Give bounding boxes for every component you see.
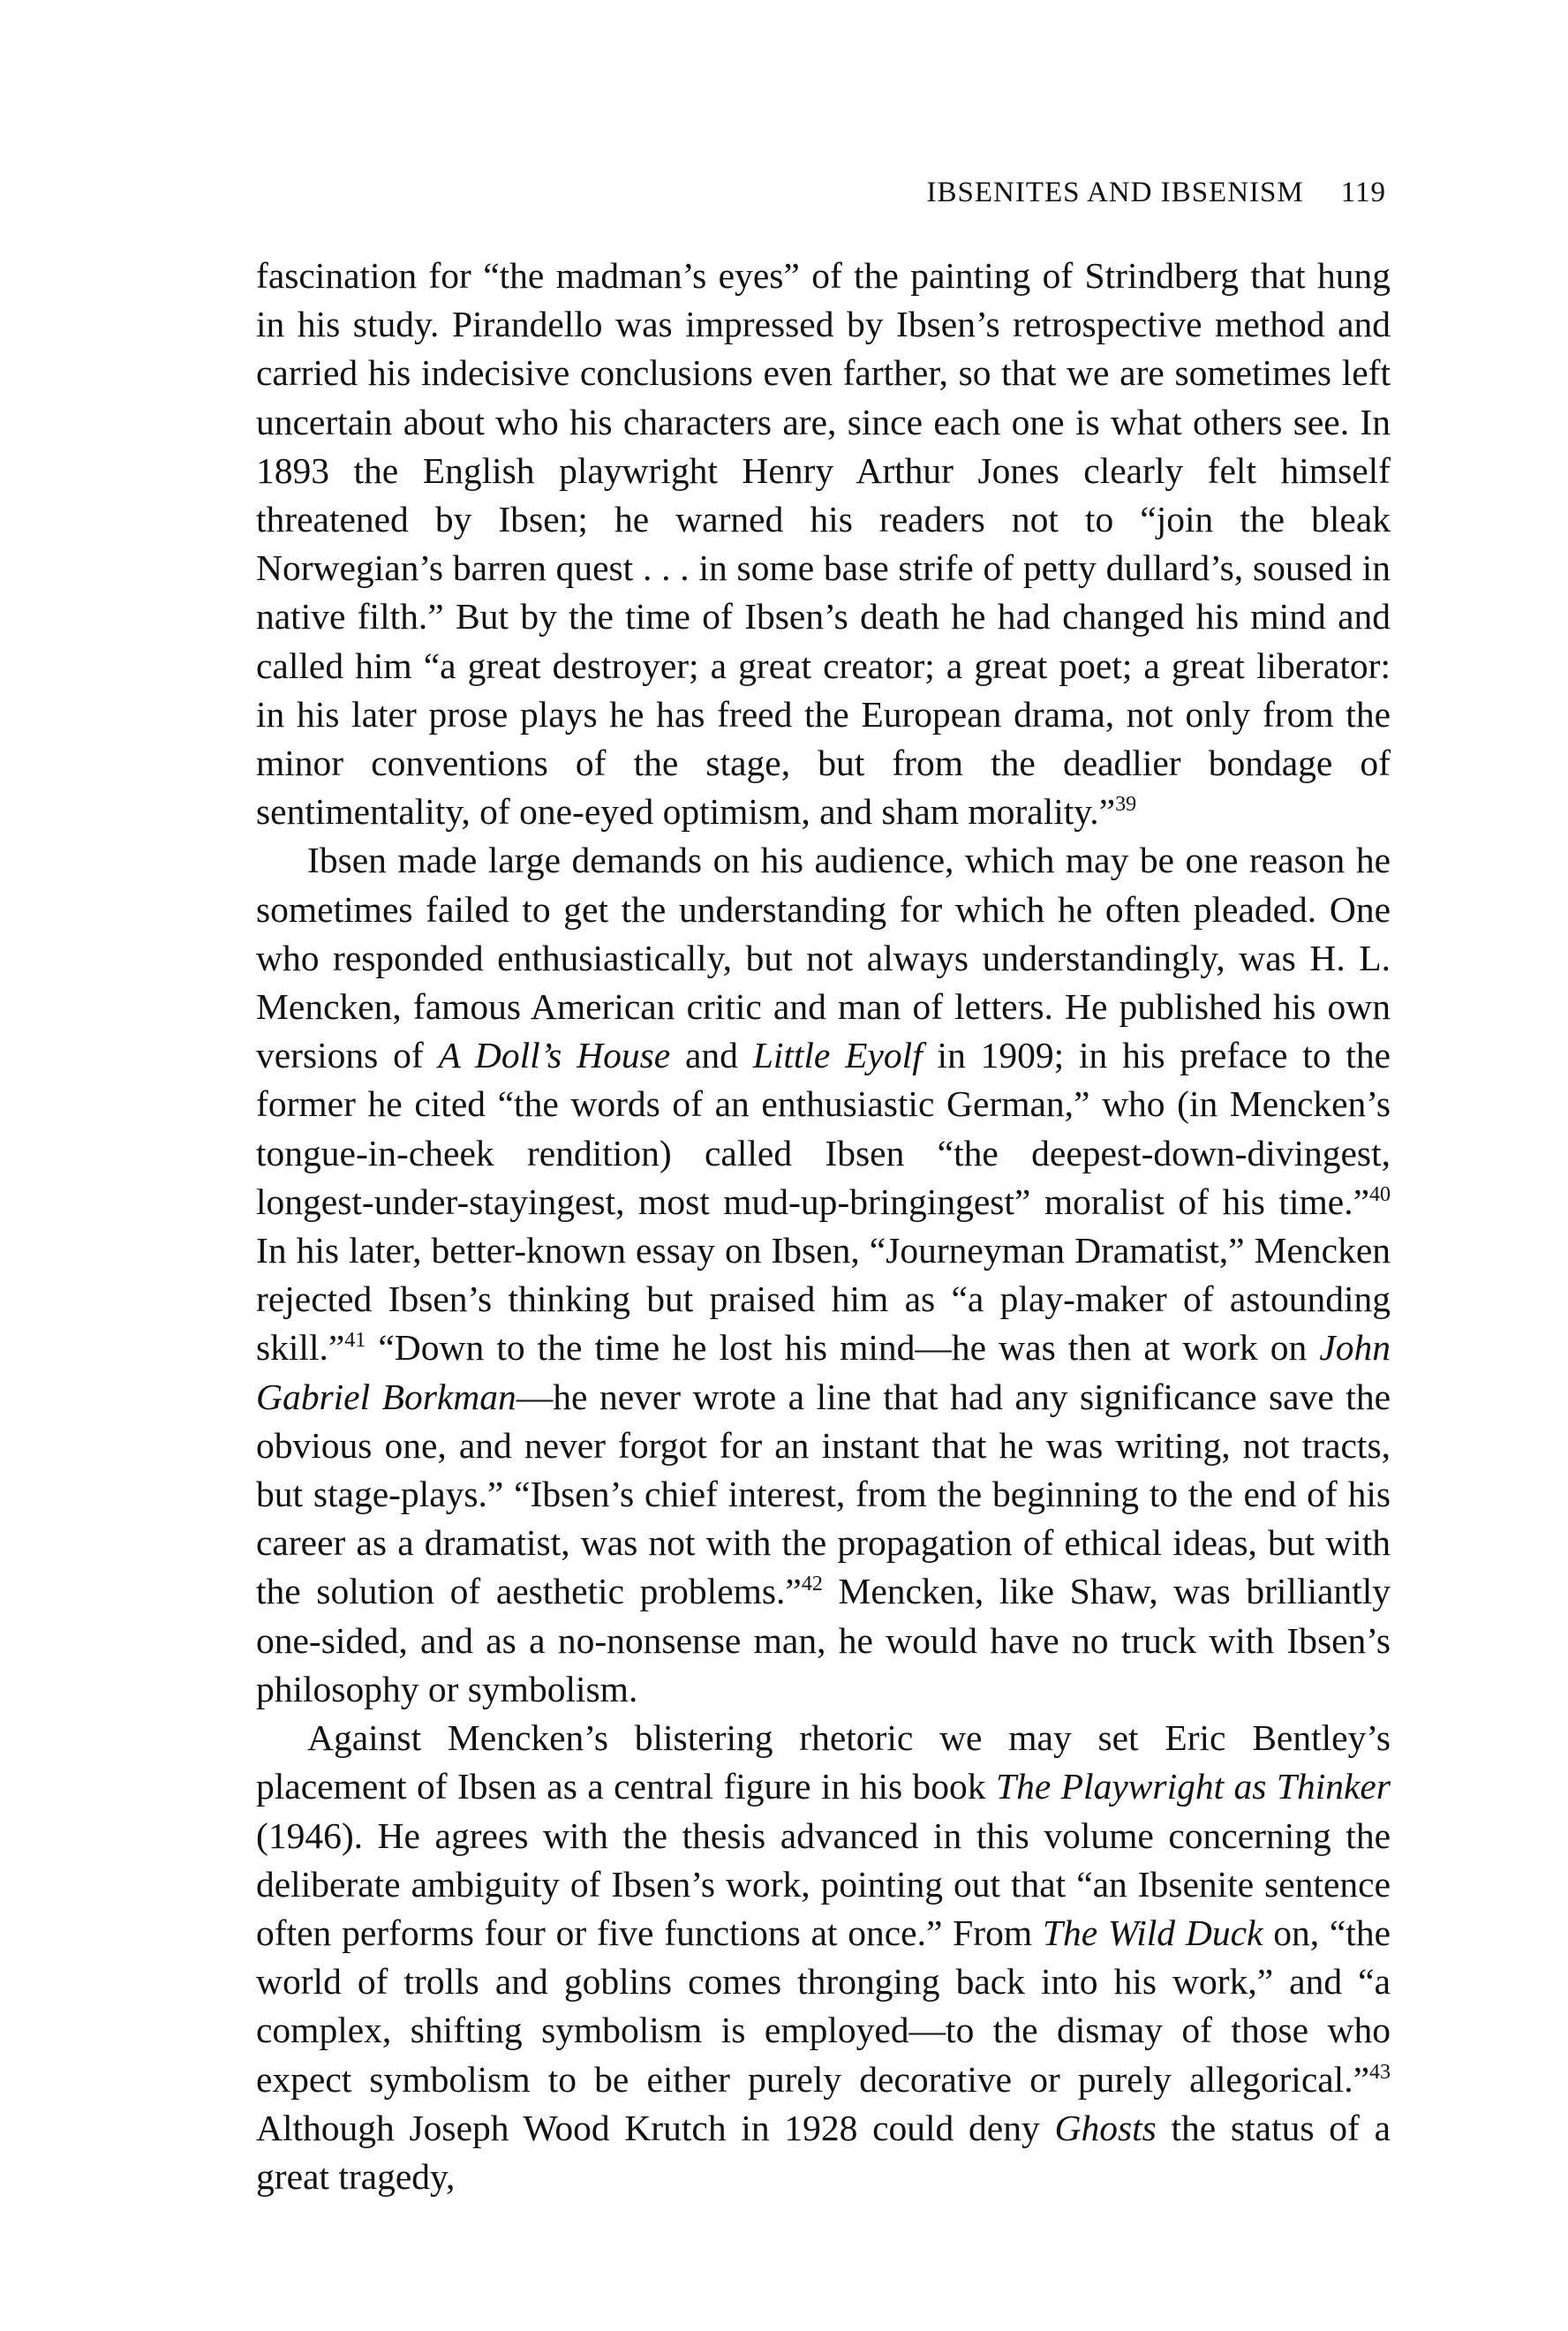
footnote-ref: 43: [1369, 2060, 1391, 2084]
footnote-ref: 40: [1369, 1182, 1391, 1206]
running-head: [256, 177, 1386, 209]
text-run: in 1909; in his preface to the former he cited “the words of an enthusiastic German,” who (in Mencken’s tongue-in-cheek rendition) called Ibsen “the deepest-down-divingest, longest-under-stayingest, most mud-up-bringingest” moralist of his time.”: [256, 1035, 1391, 1222]
text-run: Although Joseph Wood Krutch in 1928 could deny: [256, 2107, 1055, 2148]
text-run: and: [670, 1035, 753, 1076]
italic-title: Ghosts: [1054, 2107, 1157, 2148]
text-run: on, “the world of trolls and goblins comes thronging back into his work,” and “a complex, shifting symbolism is employed—to the dismay of those who expect symbolism to be either purely decorative or purely allegorical.”: [256, 1912, 1391, 2100]
text-run: In his later, better-known essay on Ibsen, “Journeyman Dramatist,” Mencken rejected Ibsen’s thinking but praised him as “a play-maker of astounding skill.”: [256, 1230, 1391, 1369]
body-text: [256, 252, 1391, 2201]
text-run: Against Mencken’s blistering rhetoric we may set Eric Bentley’s placement of Ibsen as a central figure in his book: [256, 1717, 1391, 1807]
italic-title: The Playwright as Thinker: [996, 1766, 1391, 1807]
italic-title: The Wild Duck: [1042, 1912, 1263, 1953]
running-title: IBSENITES AND IBSENISM: [926, 177, 1304, 208]
text-run: the status of a great tragedy,: [256, 2107, 1391, 2197]
text-run: (1946). He agrees with the thesis advanced in this volume concerning the deliberate ambiguity of Ibsen’s work, pointing out that “an Ibsenite sentence often performs four or five functions at once.” From: [256, 1814, 1391, 1953]
page-number: 119: [1340, 177, 1386, 208]
paragraph: [256, 1714, 1391, 2201]
text-run: “Down to the time he lost his mind—he was then at work on: [366, 1327, 1320, 1369]
italic-title: John Gabriel Borkman: [256, 1327, 1391, 1417]
text-run: fascination for “the madman’s eyes” of the painting of Strindberg that hung in his study. Pirandello was impressed by Ibsen’s retrospective method and carried his indecisive conclusions even farther, so that we are sometimes left uncertain about who his characters are, since each one is what others see. In 1893 the English playwright Henry Arthur Jones clearly felt himself threatened by Ibsen; he warned his readers not to “join the bleak Norwegian’s barren quest . . . in some base strife of petty dullard’s, soused in native filth.” But by the time of Ibsen’s death he had changed his mind and called him “a great destroyer; a great creator; a great poet; a great liberator: in his later prose plays he has freed the European drama, not only from the minor conventions of the stage, but from the deadlier bondage of sentimentality, of one-eyed optimism, and sham morality.”: [256, 255, 1391, 833]
footnote-ref: 41: [344, 1329, 366, 1353]
paragraph: [256, 252, 1391, 836]
italic-title: Little Eyolf: [752, 1035, 923, 1076]
text-run: Ibsen made large demands on his audience, which may be one reason he sometimes failed to get the understanding for which he often pleaded. One who responded enthusiastically, but not always understandingly, was H. L. Mencken, famous American critic and man of letters. He published his own versions of: [256, 840, 1391, 1076]
text-run: Mencken, like Shaw, was brilliantly one-sided, and as a no-nonsense man, he would have no truck with Ibsen’s philosophy or symbolism.: [256, 1571, 1391, 1709]
italic-title: A Doll’s House: [438, 1035, 671, 1076]
paragraph: [256, 836, 1391, 1714]
text-run: —he never wrote a line that had any significance save the obvious one, and never forgot for an instant that he was writing, not tracts, but stage-plays.” “Ibsen’s chief interest, from the beginning to the end of his career as a dramatist, was not with the propagation of ethical ideas, but with the solution of aesthetic problems.”: [256, 1376, 1391, 1612]
footnote-ref: 39: [1115, 793, 1137, 817]
footnote-ref: 42: [801, 1573, 823, 1596]
